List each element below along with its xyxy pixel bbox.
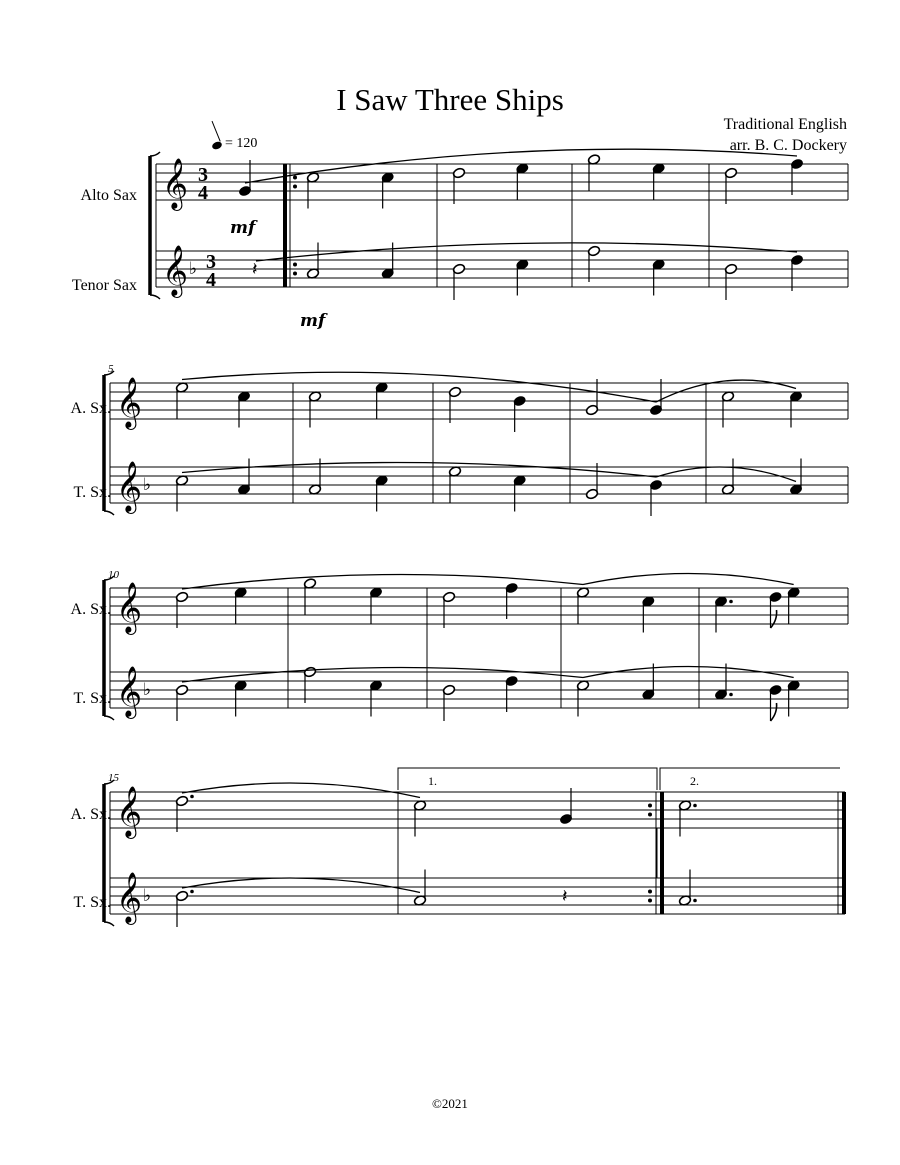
instrument-label-alto-abbr: A. Sx. <box>70 806 111 823</box>
augmentation-dot <box>693 899 697 903</box>
flat-sign-icon: ♭ <box>189 259 198 279</box>
phrase-slur <box>182 463 656 477</box>
phrase-slur <box>182 372 656 402</box>
instrument-label-tenor-abbr: T. Sx. <box>73 894 111 911</box>
treble-clef-icon: 𝄞 <box>162 158 189 209</box>
treble-clef-icon: 𝄞 <box>116 786 143 837</box>
phrase-slur <box>182 575 583 589</box>
augmentation-dot <box>729 600 733 604</box>
instrument-label-alto: Alto Sax <box>80 187 137 204</box>
repeat-dot <box>648 899 652 903</box>
time-signature-bottom: 4 <box>206 269 216 291</box>
augmentation-dot <box>693 804 697 808</box>
repeat-dot <box>648 804 652 808</box>
volta-bracket-1 <box>398 768 657 790</box>
instrument-label-tenor: Tenor Sax <box>71 277 137 294</box>
phrase-slur <box>583 574 794 585</box>
time-signature-top: 3 <box>198 164 208 186</box>
phrase-slur <box>182 878 420 892</box>
repeat-dot <box>293 185 297 189</box>
treble-clef-icon: 𝄞 <box>116 377 143 428</box>
repeat-dot <box>293 176 297 180</box>
volta-bracket-2 <box>660 768 840 790</box>
instrument-label-alto-abbr: A. Sx. <box>70 601 111 618</box>
final-thick-bar <box>842 792 846 914</box>
repeat-start-thick-bar <box>283 164 287 287</box>
instrument-label-alto-abbr: A. Sx. <box>70 400 111 417</box>
time-signature-bottom: 4 <box>198 182 208 204</box>
dynamic-marking: mf <box>300 311 326 331</box>
dynamic-marking: mf <box>230 218 256 238</box>
quarter-rest-icon: 𝄽 <box>252 259 258 280</box>
measure-number: 15 <box>108 772 119 784</box>
treble-clef-icon: 𝄞 <box>116 461 143 512</box>
flat-sign-icon: ♭ <box>143 680 152 700</box>
repeat-end-thick-bar <box>660 792 664 914</box>
phrase-slur <box>256 243 797 261</box>
treble-clef-icon: 𝄞 <box>116 582 143 633</box>
measure-number: 5 <box>108 363 114 375</box>
composer: Traditional English <box>723 116 847 133</box>
volta-label: 1. <box>428 774 437 788</box>
phrase-slur <box>656 467 796 481</box>
phrase-slur <box>182 668 583 682</box>
flat-sign-icon: ♭ <box>143 886 152 906</box>
measure-number: 10 <box>108 569 119 581</box>
treble-clef-icon: 𝄞 <box>116 666 143 717</box>
time-signature-top: 3 <box>206 251 216 273</box>
repeat-dot <box>648 890 652 894</box>
augmentation-dot <box>729 693 733 697</box>
treble-clef-icon: 𝄞 <box>162 245 189 296</box>
eighth-flag <box>771 703 777 721</box>
augmentation-dot <box>190 890 194 894</box>
eighth-flag <box>771 610 777 628</box>
instrument-label-tenor-abbr: T. Sx. <box>73 484 111 501</box>
repeat-dot <box>293 272 297 276</box>
treble-clef-icon: 𝄞 <box>116 872 143 923</box>
piece-title: I Saw Three Ships <box>336 82 564 117</box>
volta-label: 2. <box>690 774 699 788</box>
repeat-dot <box>648 813 652 817</box>
instrument-label-tenor-abbr: T. Sx. <box>73 690 111 707</box>
augmentation-dot <box>190 795 194 799</box>
arranger: arr. B. C. Dockery <box>729 137 847 154</box>
repeat-dot <box>293 263 297 267</box>
copyright: ©2021 <box>432 1096 468 1111</box>
quarter-rest-icon: 𝄽 <box>562 886 568 907</box>
flat-sign-icon: ♭ <box>143 475 152 495</box>
phrase-slur <box>182 783 420 797</box>
tempo-value: = 120 <box>225 136 258 151</box>
